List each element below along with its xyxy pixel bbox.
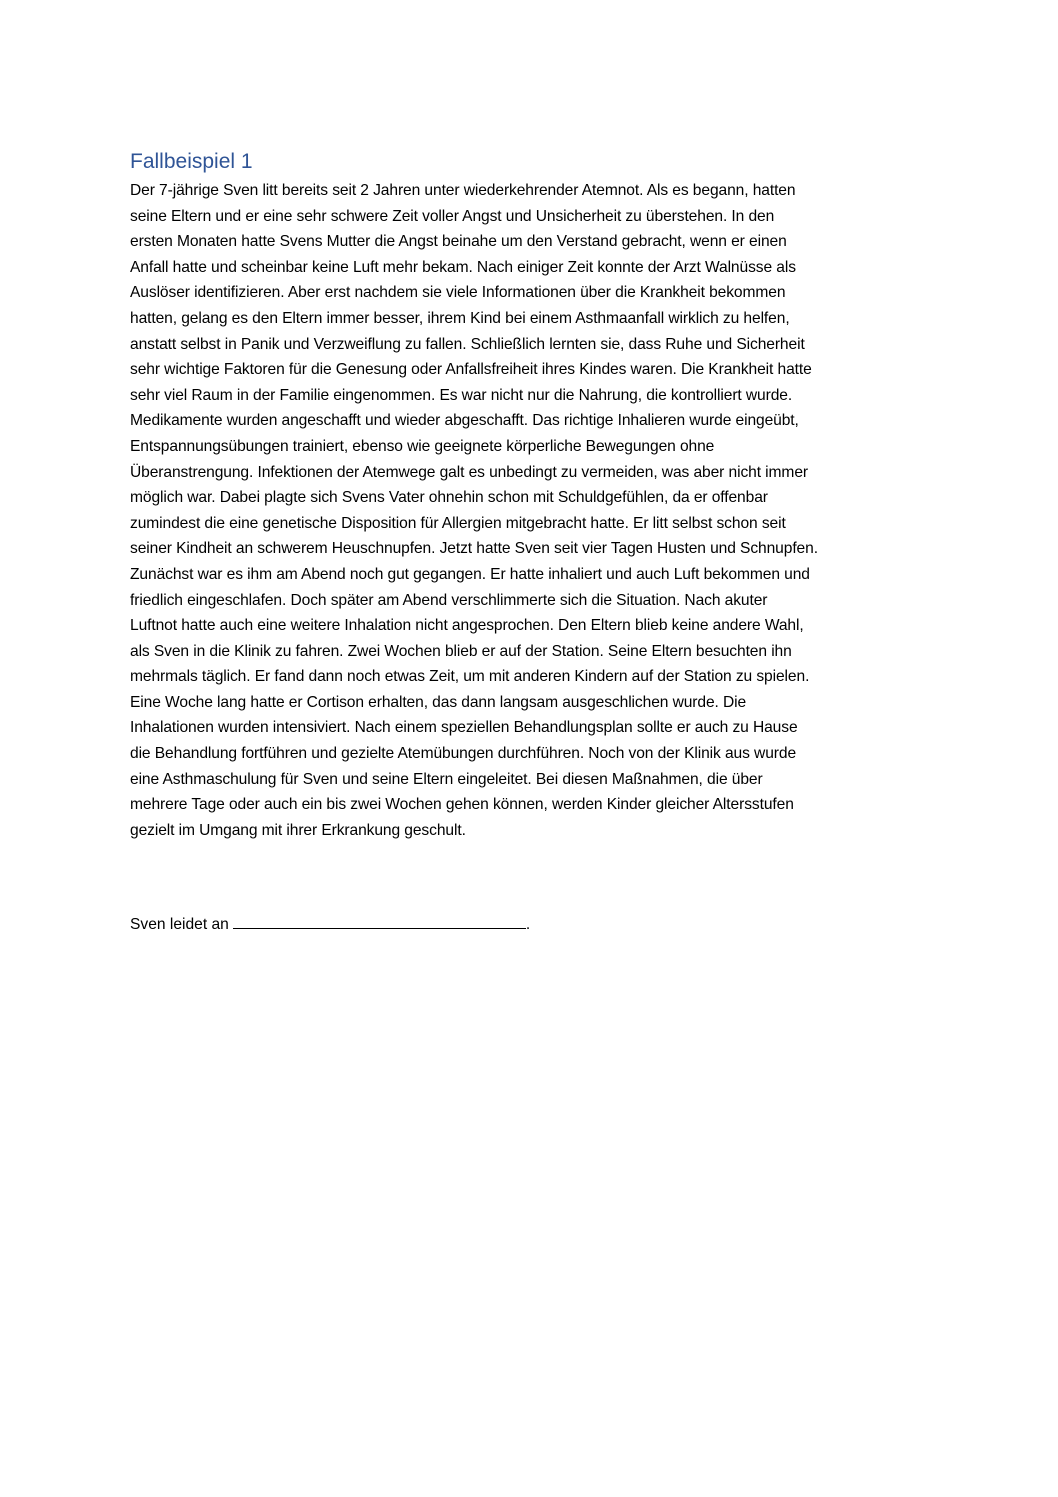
text-line: zumindest die eine genetische Disposition für Allergien mitgebracht hatte. Er litt selbst schon seit [130,514,786,532]
text-line: als Sven in die Klinik zu fahren. Zwei Wochen blieb er auf der Station. Seine Eltern besuchten ihn [130,642,792,660]
text-line: mehrmals täglich. Er fand dann noch etwas Zeit, um mit anderen Kindern auf der Station zu spielen. [130,668,810,686]
text-line: Anfall hatte und scheinbar keine Luft mehr bekam. Nach einiger Zeit konnte der Arzt Walnüsse als [130,258,796,276]
text-line: friedlich eingeschlafen. Doch später am Abend verschlimmerte sich die Situation. Nach akuter [130,591,768,609]
text-line: anstatt selbst in Panik und Verzweiflung zu fallen. Schließlich lernten sie, dass Ruhe und Sicherheit [130,335,805,353]
text-line: die Behandlung fortführen und gezielte Atemübungen durchführen. Noch von der Klinik aus wurde [130,745,797,763]
text-line: hatten, gelang es den Eltern immer besser, ihrem Kind bei einem Asthmaanfall wirklich zu helfen, [130,309,790,327]
text-line: sehr viel Raum in der Familie eingenommen. Es war nicht nur die Nahrung, die kontrolliert wurde. [130,386,793,404]
text-line: mehrere Tage oder auch ein bis zwei Wochen gehen können, werden Kinder gleicher Altersstufen [130,796,794,814]
text-line: Inhalationen wurden intensiviert. Nach einem speziellen Behandlungsplan sollte er auch zu Hause [130,719,798,737]
answer-line [130,912,530,937]
text-line: Der 7-jährige Sven litt bereits seit 2 Jahren unter wiederkehrender Atemnot. Als es begann, hatten [130,182,796,199]
text-line: Überanstrengung. Infektionen der Atemwege galt es unbedingt zu vermeiden, was aber nicht immer [130,463,808,481]
answer-prefix: Sven leidet an [130,916,229,933]
text-line: eine Asthmaschulung für Sven und seine Eltern eingeleitet. Bei diesen Maßnahmen, die über [130,770,763,788]
text-line: seine Eltern und er eine sehr schwere Zeit voller Angst und Unsicherheit zu überstehen. In den [130,207,775,225]
answer-blank[interactable] [233,927,526,929]
text-line: gezielt im Umgang mit ihrer Erkrankung geschult. [130,821,466,839]
text-line: möglich war. Dabei plagte sich Svens Vater ohnehin schon mit Schuldgefühlen, da er offenbar [130,489,768,507]
text-line: sehr wichtige Faktoren für die Genesung oder Anfallsfreiheit ihres Kindes waren. Die Krankheit hatte [130,361,812,379]
case-study-text [130,178,930,843]
text-line: Entspannungsübungen trainiert, ebenso wie geeignete körperliche Bewegungen ohne [130,437,715,455]
text-line: ersten Monaten hatte Svens Mutter die Angst beinahe um den Verstand gebracht, wenn er einen [130,233,787,251]
text-line: Medikamente wurden angeschafft und wieder abgeschafft. Das richtige Inhalieren wurde eingeübt, [130,412,799,430]
text-line: seiner Kindheit an schwerem Heuschnupfen. Jetzt hatte Sven seit vier Tagen Husten und Schnupfen. [130,540,818,558]
text-line: Zunächst war es ihm am Abend noch gut gegangen. Er hatte inhaliert und auch Luft bekommen und [130,565,810,583]
document-content [130,146,930,933]
document-title: Fallbeispiel 1 [130,150,253,173]
text-line: Eine Woche lang hatte er Cortison erhalten, das dann langsam ausgeschlichen wurde. Die [130,693,747,711]
text-line: Luftnot hatte auch eine weitere Inhalation nicht angesprochen. Den Eltern blieb keine andere Wahl, [130,617,804,635]
answer-suffix: . [525,916,531,933]
text-line: Auslöser identifizieren. Aber erst nachdem sie viele Informationen über die Krankheit bekommen [130,284,786,302]
